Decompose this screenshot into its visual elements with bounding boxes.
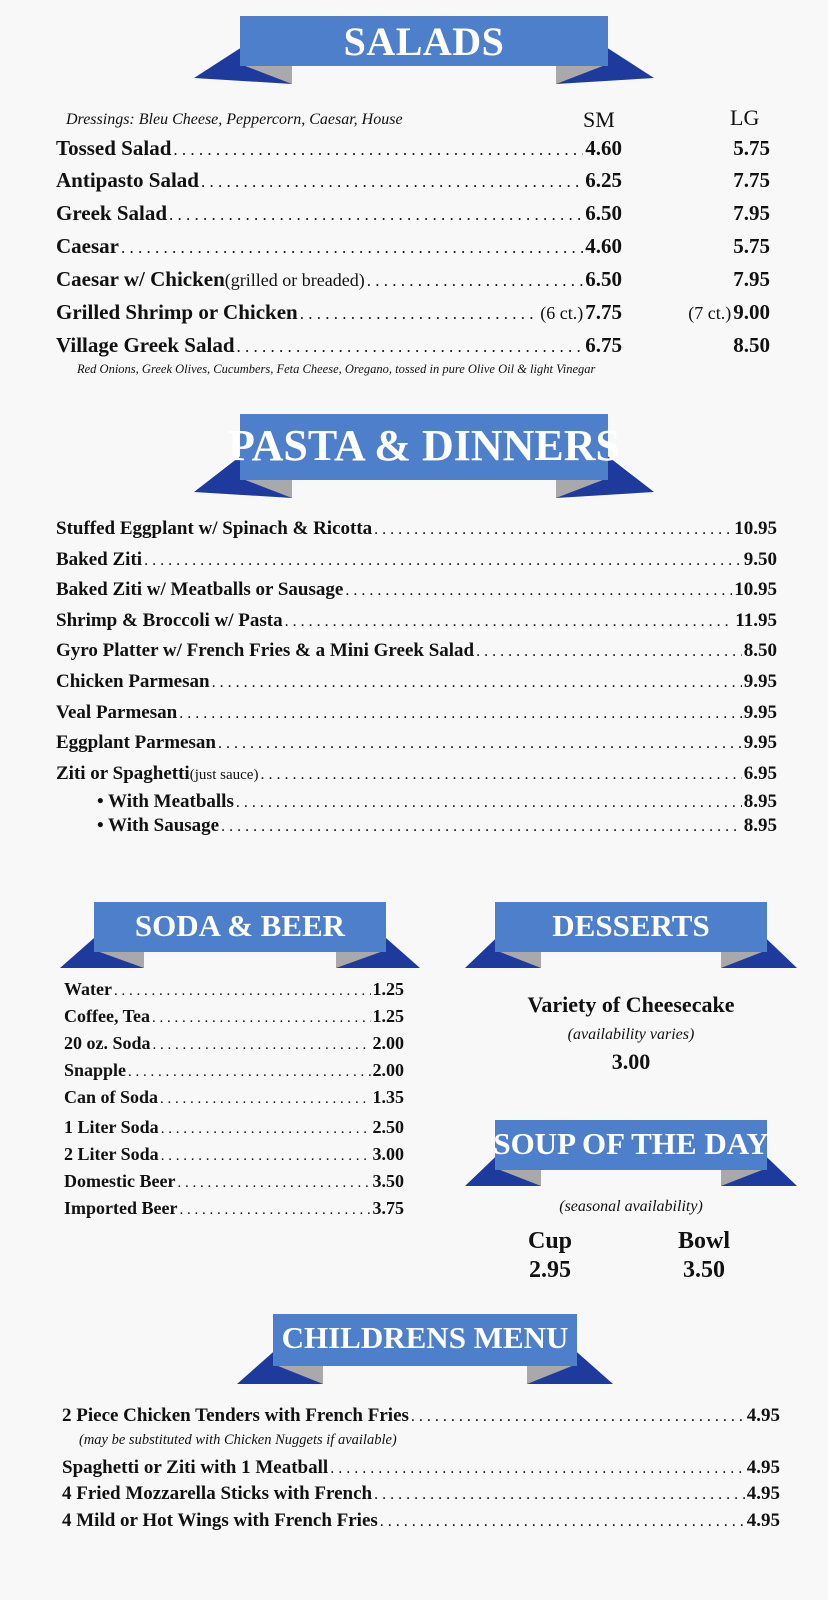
item-price: 8.95 [743,791,777,812]
price-large-cell [733,201,770,226]
dot-leader [236,794,742,812]
item-name: Chicken Parmesan [56,671,210,692]
item-name: Shrimp & Broccoli w/ Pasta [56,610,283,631]
dot-leader [380,1513,745,1531]
item-price: 1.35 [372,1087,404,1107]
item-name: 2 Liter Soda [64,1144,159,1164]
tenders-note: (may be substituted with Chicken Nuggets if available) [79,1432,397,1448]
price-large-cell [688,300,770,325]
item-name: Grilled Shrimp or Chicken [56,300,298,324]
kids-title: CHILDRENS MENU [281,1320,569,1355]
item-name: 1 Liter Soda [64,1117,159,1137]
item-price: 10.95 [734,579,777,600]
soda-row [64,1117,404,1138]
item-price: 9.95 [743,732,777,753]
soda-row [64,979,404,1000]
soup-cup-label: Cup [527,1228,573,1254]
item-name: Eggplant Parmesan [56,732,216,753]
price-large-cell [733,267,770,292]
soda-row [64,1060,404,1081]
lg-column-label: LG [730,105,760,130]
price-large: 5.75 [733,234,770,258]
dot-leader [177,1175,370,1192]
price-large-cell [733,168,770,193]
soda-row [64,1087,404,1108]
salad-row [56,201,622,226]
dot-leader [160,1091,370,1108]
item-name: Stuffed Eggplant w/ Spinach & Ricotta [56,518,373,539]
dot-leader [169,205,583,225]
pasta-row [97,815,777,837]
dot-leader [374,521,732,539]
item-name: 20 oz. Soda [64,1033,151,1053]
kids-row [62,1457,780,1479]
pasta-row [56,702,777,724]
price-large-cell [733,234,770,259]
dot-leader [300,304,539,324]
item-price: 3.50 [372,1171,404,1191]
dot-leader [212,674,742,692]
desserts-title: DESSERTS [552,908,710,943]
soda-row [64,1171,404,1192]
cheesecake-price: 3.00 [611,1049,651,1074]
dot-leader [260,766,741,784]
dot-leader [161,1121,371,1138]
salads-banner [194,16,654,86]
item-price: 2.00 [372,1060,404,1080]
item-price: 9.95 [743,671,777,692]
cheesecake-note: (availability varies) [567,1026,695,1043]
portion-count: (7 ct.) [688,303,732,323]
village-greek-note: Red Onions, Greek Olives, Cucumbers, Feta Cheese, Oregano, tossed in pure Olive Oil & light Vinegar [77,362,596,376]
item-name: Gyro Platter w/ French Fries & a Mini Greek Salad [56,640,475,661]
salad-row [56,168,622,193]
pasta-title: PASTA & DINNERS [228,421,620,470]
item-price: 3.75 [372,1198,404,1218]
item-name: Village Greek Salad [56,333,235,357]
item-price: 11.95 [735,610,777,631]
item-name: Water [64,979,112,999]
soda-row [64,1006,404,1027]
sm-column-label: SM [583,107,615,132]
price-small: 4.60 [585,136,622,160]
salad-row [56,300,622,325]
dot-leader [367,271,584,291]
price-small: 6.50 [585,201,622,225]
desserts-banner [465,902,797,970]
price-large: 8.50 [733,333,770,357]
soup-title: SOUP OF THE DAY [493,1126,769,1161]
item-name: 4 Fried Mozzarella Sticks with French [62,1483,373,1504]
dot-leader [179,705,742,723]
item-name: Domestic Beer [64,1171,176,1191]
price-small: 6.75 [585,333,622,357]
soda-banner [60,902,420,970]
item-price: 2.00 [372,1033,404,1053]
item-name: Baked Ziti w/ Meatballs or Sausage [56,579,344,600]
dot-leader [144,552,742,570]
price-large: 7.75 [733,168,770,192]
salads-title: SALADS [343,19,505,64]
price-small: 6.50 [585,267,622,291]
item-name: Can of Soda [64,1087,159,1107]
item-name: Greek Salad [56,201,168,225]
price-large: 9.00 [733,300,770,324]
pasta-row [56,610,777,632]
dot-leader [114,983,371,1000]
item-name: 4 Mild or Hot Wings with French Fries [62,1510,378,1531]
price-large: 5.75 [733,136,770,160]
item-name: Baked Ziti [56,549,143,570]
item-name: Tossed Salad [56,136,172,160]
dot-leader [218,735,742,753]
pasta-row [56,579,777,601]
dot-leader [201,172,583,192]
item-price: 4.95 [746,1510,780,1531]
price-large: 7.95 [733,267,770,291]
pasta-row [56,671,777,693]
salad-row [56,234,622,259]
soda-row [64,1198,404,1219]
price-small: 6.25 [585,168,622,192]
item-price: 4.95 [746,1483,780,1504]
item-price: 3.00 [372,1144,404,1164]
dot-leader [411,1408,745,1426]
soup-bowl-price: 3.50 [683,1257,725,1283]
soup-cup-price: 2.95 [529,1257,571,1283]
price-large: 7.95 [733,201,770,225]
soup-note: (seasonal availability) [559,1198,703,1215]
item-price: 8.50 [743,640,777,661]
dot-leader [476,643,742,661]
pasta-row [56,732,777,754]
item-name: Veal Parmesan [56,702,178,723]
salad-row [56,267,622,292]
item-name: Imported Beer [64,1198,178,1218]
item-name: Coffee, Tea [64,1006,150,1026]
pasta-row [97,791,777,813]
item-price: 6.95 [743,763,777,784]
soup-bowl-label: Bowl [677,1228,730,1254]
dot-leader [285,613,734,631]
item-note: (grilled or breaded) [224,270,365,290]
pasta-row [56,763,777,785]
dot-leader [173,140,583,160]
item-name: Snapple [64,1060,127,1080]
item-name: 2 Piece Chicken Tenders with French Fries [62,1405,409,1426]
item-price: 8.95 [743,815,777,836]
item-price: 2.50 [372,1117,404,1137]
dot-leader [121,238,583,258]
item-name: Ziti or Spaghetti [56,763,190,784]
pasta-row [56,518,777,540]
price-small: 4.60 [585,234,622,258]
price-large-cell [733,333,770,358]
soup-banner [465,1120,797,1188]
dot-leader [374,1486,745,1504]
item-price: 9.50 [743,549,777,570]
item-price: 9.95 [743,702,777,723]
dot-leader [237,337,584,357]
dot-leader [152,1010,371,1027]
item-name: Caesar w/ Chicken [56,267,225,291]
kids-banner [237,1314,613,1386]
soda-row [64,1144,404,1165]
item-name: • With Meatballs [97,791,234,812]
item-price: 4.95 [746,1457,780,1478]
pasta-row [56,549,777,571]
dot-leader [128,1064,370,1081]
dressings-note: Dressings: Bleu Cheese, Peppercorn, Caesar, House [66,111,403,128]
dot-leader [221,818,742,836]
item-name: Caesar [56,234,119,258]
kids-row [62,1510,780,1532]
kids-row [62,1483,780,1505]
item-price: 1.25 [372,979,404,999]
portion-count: (6 ct.) [540,303,584,323]
salad-row [56,333,622,358]
dot-leader [330,1460,745,1478]
soda-title: SODA & BEER [134,908,346,943]
dot-leader [179,1202,370,1219]
item-note: (just sauce) [189,767,259,783]
item-price: 10.95 [734,518,777,539]
pasta-banner [194,414,654,500]
salad-row [56,136,622,161]
item-price: 4.95 [746,1405,780,1426]
item-name: • With Sausage [97,815,220,836]
soda-row [64,1033,404,1054]
price-large-cell [733,136,770,161]
dot-leader [345,582,732,600]
dot-leader [153,1037,371,1054]
kids-row [62,1405,780,1427]
item-price: 1.25 [372,1006,404,1026]
dot-leader [161,1148,371,1165]
cheesecake-item: Variety of Cheesecake [527,992,735,1017]
item-name: Antipasto Salad [56,168,199,192]
price-small: 7.75 [585,300,622,324]
item-name: Spaghetti or Ziti with 1 Meatball [62,1457,329,1478]
pasta-row [56,640,777,662]
